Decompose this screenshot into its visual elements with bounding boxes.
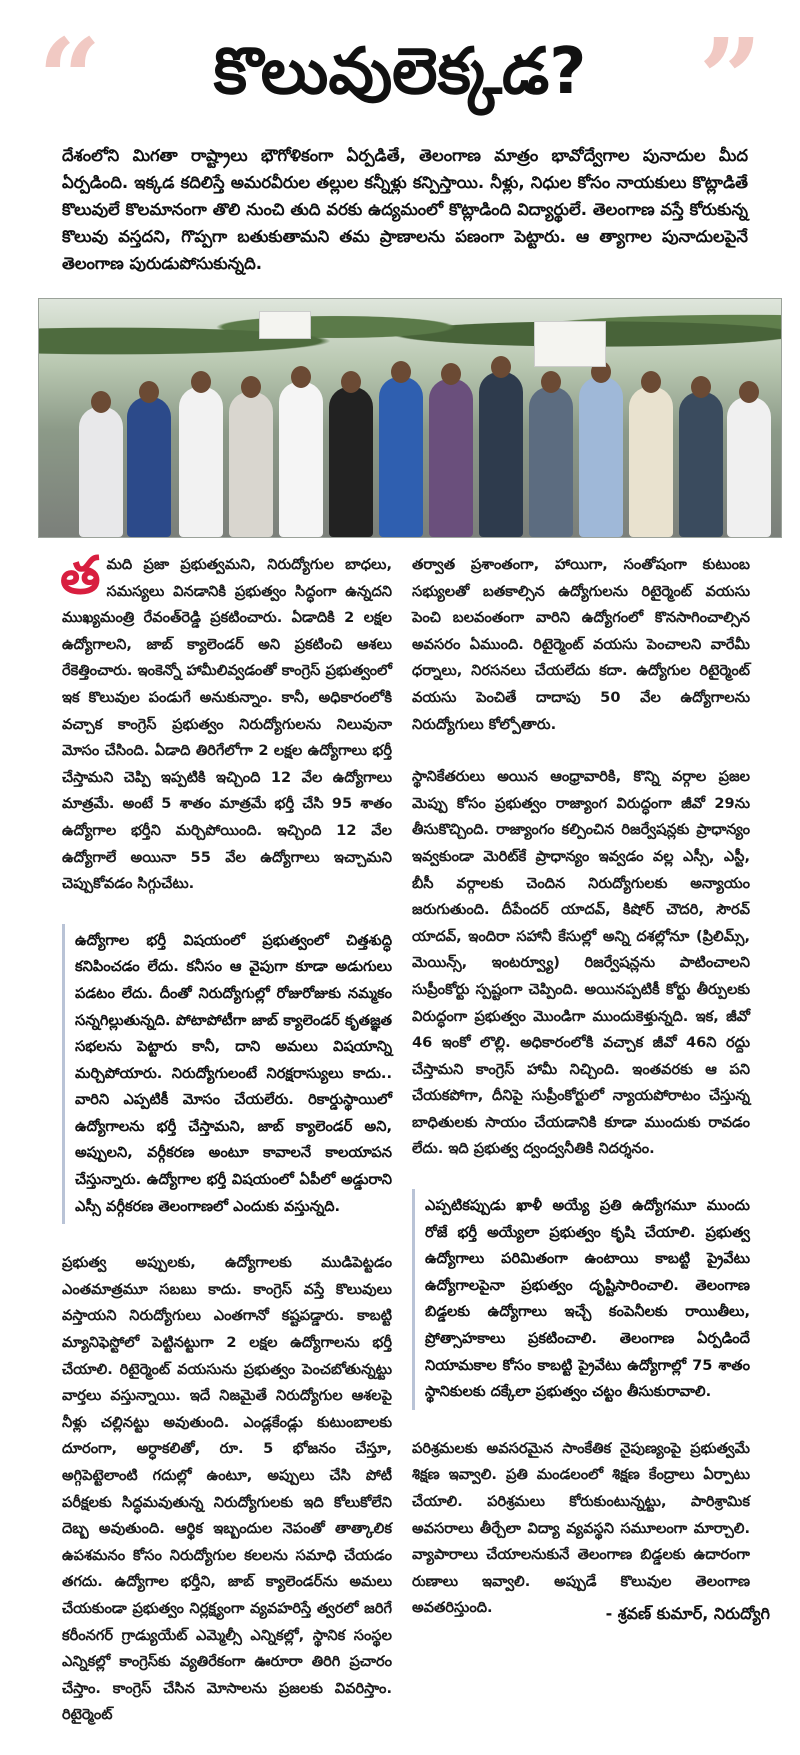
- photo-person: [727, 397, 771, 537]
- photo-head: [91, 391, 111, 413]
- photo-head: [191, 371, 211, 393]
- right-column: [412, 552, 750, 1648]
- photo-head: [391, 361, 411, 383]
- photo-person: [179, 387, 223, 537]
- right-highlight-box: ఎప్పటికప్పుడు ఖాళీ అయ్యే ప్రతి ఉద్యోగమూ ముందు రోజే భర్తీ అయ్యేలా ప్రభుత్వం కృషి చేయాలి. ప్రభుత్వ ఉద్యోగాలు పరిమితంగా ఉంటాయి కాబట్టి ప్రైవేటు ఉద్యోగాలపైనా ప్రభుత్వం దృష్టిసారించాలి. తెలంగాణ బిడ్డలకు ఉద్యోగాలు ఇచ్చే కంపెనీలకు రాయితీలు, ప్రోత్సాహకాలు ప్రకటించాలి. తెలంగాణ ఏర్పడిందే నియామకాల కోసం కాబట్టి ప్రైవేటు ఉద్యోగాల్లో 75 శాతం స్థానికులకు దక్కేలా ప్రభుత్వం చట్టం తీసుకురావాలి.: [412, 1189, 750, 1410]
- left-highlight-box: ఉద్యోగాల భర్తీ విషయంలో ప్రభుత్వంలో చిత్తశుద్ధి కనిపించడం లేదు. కనీసం ఆ వైపుగా కూడా అడుగులు పడటం లేదు. దీంతో నిరుద్యోగుల్లో రోజురోజుకు నమ్మకం సన్నగిల్లుతున్నది. పోటాపోటీగా జాబ్ క్యాలెండర్ కృతజ్ఞత సభలను పెట్టారు కానీ, దాని అమలు విషయాన్ని మర్చిపోయారు. నిరుద్యోగులంటే నిరక్షరాస్యులు కాదు.. వారిని ఎప్పటికీ మోసం చేయలేరు. రికార్డుస్థాయిలో ఉద్యోగాలను భర్తీ చేస్తామని, జాబ్ క్యాలెండర్ అని, అప్పులని, వర్గీకరణ అంటూ కావాలనే కాలయాపన చేస్తున్నారు. ఉద్యోగాల భర్తీ విషయంలో ఏపీలో అడ్డురాని ఎస్సీ వర్గీకరణ తెలంగాణలో ఎందుకు వస్తున్నది.: [62, 924, 392, 1225]
- photo-person: [279, 382, 323, 537]
- left-paragraph-1: [60, 546, 392, 898]
- open-quote-mark: “: [38, 14, 102, 143]
- left-paragraph-1-text: మది ప్రజా ప్రభుత్వమని, నిరుద్యోగుల బాధలు, సమస్యలు వినడానికి ప్రభుత్వం సిద్ధంగా ఉన్నదని ముఖ్యమంత్రి రేవంత్‌రెడ్డి ప్రకటించారు. ఏడాదికి 2 లక్షల ఉద్యోగాలని, జాబ్ క్యాలెండర్ అని ప్రకటించి ఆశలు రేకెత్తించారు. ఇంకెన్నో హామీలివ్వడంతో కాంగ్రెస్ ప్రభుత్వంలో ఇక కొలువుల పండుగే అనుకున్నాం. కానీ, అధికారంలోకి వచ్చాక కాంగ్రెస్ ప్రభుత్వం నిరుద్యోగులను నిలువునా మోసం చేసింది. ఏడాది తిరిగేలోగా 2 లక్షల ఉద్యోగాలు భర్తీ చేస్తామని చెప్పి ఇప్పటికి ఇచ్చింది 12 వేల ఉద్యోగాలు మాత్రమే. అంటే 5 శాతం మాత్రమే భర్తీ చేసి 95 శాతం ఉద్యోగాల భర్తీని మర్చిపోయింది. ఇచ్చింది 12 వేల ఉద్యోగాలే అయినా 55 వేల ఉద్యోగాలు ఇచ్చామని చెప్పుకోవడం సిగ్గుచేటు.: [62, 556, 392, 893]
- photo-placard: [259, 311, 311, 339]
- headline: కొలువులెక్కడ?: [213, 35, 587, 109]
- photo-head: [441, 363, 461, 385]
- photo-person: [629, 387, 673, 537]
- photo-head: [139, 381, 159, 403]
- right-paragraph-1: తర్వాత ప్రశాంతంగా, హాయిగా, సంతోషంగా కుటుంబ సభ్యులతో బతకాల్సిన ఉద్యోగులను రిటైర్మెంట్ వయసు పెంచి బలవంతంగా వారిని ఉద్యోగంలో కొనసాగించాల్సిన అవసరం ఏముంది. రిటైర్మెంట్ వయసు పెంచాలని వారేమీ ధర్నాలు, నిరసనలు చేయలేదు కదా. ఉద్యోగుల రిటైర్మెంట్ వయసు పెంచితే దాదాపు 50 వేల ఉద్యోగాలను నిరుద్యోగులు కోల్పోతారు.: [412, 556, 750, 733]
- photo-head: [691, 376, 711, 398]
- photo-head: [541, 371, 561, 393]
- photo-person: [479, 372, 523, 537]
- photo-person: [529, 387, 573, 537]
- right-paragraph-2: స్థానికేతరులు అయిన ఆంధ్రావారికి, కొన్ని వర్గాల ప్రజల మెప్పు కోసం ప్రభుత్వం రాజ్యాంగ విరుద్ధంగా జీవో 29ను తీసుకొచ్చింది. రాజ్యాంగం కల్పించిన రిజర్వేషన్లకు ప్రాధాన్యం ఇవ్వకుండా మెరిట్‌కే ప్రాధాన్యం ఇవ్వడం వల్ల ఎస్సీ, ఎస్టీ, బీసీ వర్గాలకు చెందిన నిరుద్యోగులకు అన్యాయం జరుగుతుంది. దీపేందర్ యాదవ్, కిషోర్ చౌదరి, సౌరవ్ యాదవ్, ఇందిరా సహానీ కేసుల్లో అన్ని దశల్లోనూ (ప్రిలిమ్స్, మెయిన్స్, ఇంటర్వ్యూ) రిజర్వేషన్లను పాటించాలని సుప్రీంకోర్టు స్పష్టంగా చెప్పింది. అయినప్పటికీ కోర్టు తీర్పులకు విరుద్ధంగా ప్రభుత్వం మొండిగా ముందుకెళ్తున్నది. ఇక, జీవో 46 ఇంకో లొల్లి. అధికారంలోకి వచ్చాక జీవో 46ని రద్దు చేస్తామని కాంగ్రెస్ హామీ నిచ్చింది. ఇంతవరకు ఆ పని చేయకపోగా, దీనిపై సుప్రీంకోర్టులో న్యాయపోరాటం చేస్తున్న బాధితులకు సాయం చేయడానికి కూడా ముందుకు రావడం లేదు. ఇది ప్రభుత్వ ద్వంద్వనీతికి నిదర్శనం.: [412, 768, 750, 1158]
- intro-paragraph: దేశంలోని మిగతా రాష్ట్రాలు భౌగోళికంగా ఏర్పడితే, తెలంగాణ మాత్రం భావోద్వేగాల పునాదుల మీద ఏర్పడింది. ఇక్కడ కదిలిస్తే అమరవీరుల తల్లుల కన్నీళ్లు కన్పిస్తాయి. నీళ్లు, నిధుల కోసం నాయకులు కొట్లాడితే కొలువులే కొలమానంగా తొలి నుంచి తుది వరకు ఉద్యమంలో కొట్లాడింది విద్యార్థులే. తెలంగాణ వస్తే కోరుకున్న కొలువు వస్తదని, గొప్పగా బతుకుతామని తమ ప్రాణాలను పణంగా పెట్టారు. ఆ త్యాగాల పునాదులపైనే తెలంగాణ పురుడుపోసుకున్నది.: [62, 146, 748, 273]
- intro-text: [62, 142, 748, 277]
- photo-person: [79, 407, 123, 537]
- photo-person: [229, 392, 273, 537]
- byline: - శ్రవణ్ కుమార్, నిరుద్యోగి: [605, 1604, 770, 1623]
- photo-person: [329, 387, 373, 537]
- close-quote-mark: ”: [698, 14, 762, 143]
- dropcap: త: [60, 546, 101, 606]
- photo-head: [491, 356, 511, 378]
- photo-head: [739, 381, 759, 403]
- protest-photo: [38, 298, 782, 538]
- left-column: [60, 546, 392, 1755]
- headline-area: [30, 14, 770, 143]
- left-paragraph-2: ప్రభుత్వ అప్పులకు, ఉద్యోగాలకు ముడిపెట్టడం ఎంతమాత్రమూ సబబు కాదు. కాంగ్రెస్ వస్తే కొలువులు వస్తాయని నిరుద్యోగులు ఎంతగానో కష్టపడ్డారు. కాబట్టి మ్యానిఫెస్టోలో పెట్టినట్టుగా 2 లక్షల ఉద్యోగాలను భర్తీ చేయాలి. రిటైర్మెంట్ వయసును ప్రభుత్వం పెంచబోతున్నట్టు వార్తలు వస్తున్నాయి. ఇదే నిజమైతే నిరుద్యోగుల ఆశలపై నీళ్లు చల్లినట్టు అవుతుంది. ఎండ్లకేండ్లు కుటుంబాలకు దూరంగా, అర్ధాకలితో, రూ. 5 భోజనం చేస్తూ, అగ్గిపెట్టెలాంటి గదుల్లో ఉంటూ, అప్పులు చేసి పోటీ పరీక్షలకు సిద్ధమవుతున్న నిరుద్యోగులకు ఇది కోలుకోలేని దెబ్బ అవుతుంది. ఆర్థిక ఇబ్బందుల నెపంతో తాత్కాలిక ఉపశమనం కోసం నిరుద్యోగుల కలలను సమాధి చేయడం తగదు. ఉద్యోగాల భర్తీని, జాబ్ క్యాలెండర్‌ను అమలు చేయకుండా ప్రభుత్వం నిర్లక్ష్యంగా వ్యవహరిస్తే త్వరలో జరిగే కరీంనగర్ గ్రాడ్యుయేట్ ఎమ్మెల్సీ ఎన్నికల్లో, స్థానిక సంస్థల ఎన్నికల్లో కాంగ్రెస్‌కు వ్యతిరేకంగా ఊరూరా తిరిగి ప్రచారం చేస్తాం. కాంగ్రెస్ చేసిన మోసాలను ప్రజలకు వివరిస్తాం. రిటైర్మెంట్: [62, 1254, 392, 1724]
- photo-person: [379, 377, 423, 537]
- right-paragraph-3: పరిశ్రమలకు అవసరమైన సాంకేతిక నైపుణ్యంపై ప్రభుత్వమే శిక్షణ ఇవ్వాలి. ప్రతి మండలంలో శిక్షణ కేంద్రాలు ఏర్పాటు చేయాలి. పరిశ్రమలు కోరుకుంటున్నట్టు, పారిశ్రామిక అవసరాలు తీర్చేలా విద్యా వ్యవస్థని సమూలంగా మార్చాలి. వ్యాపారాలు చేయాలనుకునే తెలంగాణ బిడ్డలకు ఉదారంగా రుణాలు ఇవ్వాలి. అప్పుడే కొలువుల తెలంగాణ అవతరిస్తుంది.: [412, 1439, 750, 1617]
- photo-head: [641, 371, 661, 393]
- photo-head: [341, 371, 361, 393]
- photo-person: [127, 397, 171, 537]
- photo-trees: [39, 299, 781, 369]
- photo-person: [579, 377, 623, 537]
- photo-person: [679, 392, 723, 537]
- photo-placard: [534, 321, 606, 367]
- photo-head: [241, 376, 261, 398]
- photo-head: [291, 366, 311, 388]
- photo-person: [429, 379, 473, 537]
